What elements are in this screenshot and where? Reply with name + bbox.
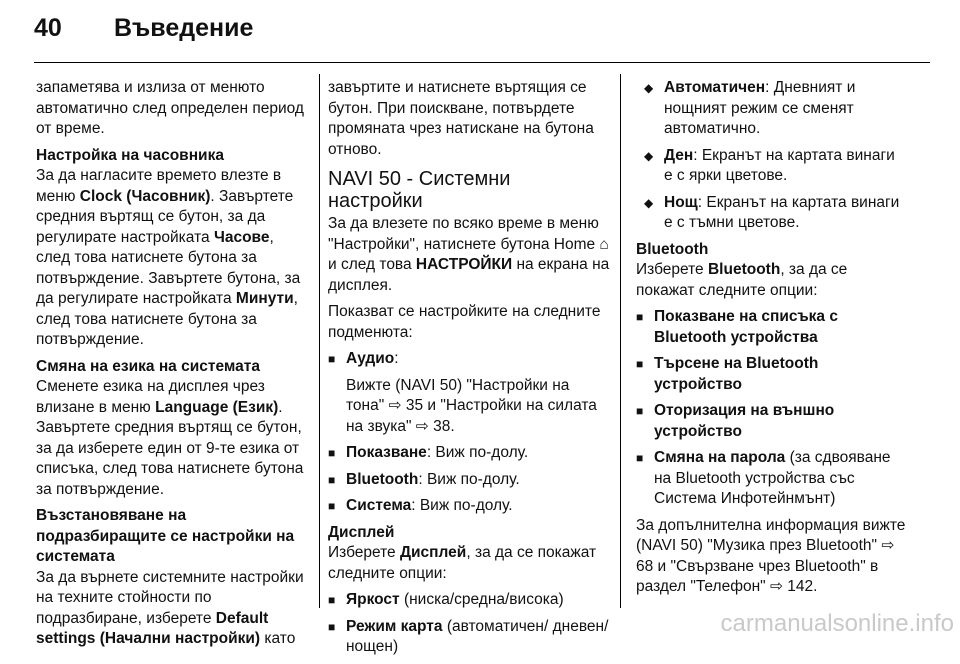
paragraph: Показват се настройките на следните подменюта:: [328, 303, 601, 341]
list-item: ■ Смяна на парола (за сдвояване на Bluetooth устройства със Система Инфотейнмънт): [636, 448, 906, 510]
paragraph: завъртите и натиснете въртящия се бутон. При поискване, потвърдете промяната чрез натискане на бутона отново.: [328, 79, 594, 158]
list-item: ◆ Нощ: Екранът на картата винаги е с тъмни цветове.: [636, 193, 906, 234]
paragraph: За да нагласите времето влезте в меню Clock (Часовник). Завъртете средния въртящ се бутон, за да регулирате настройката Часове, след това натиснете бутона за потвърждение. Завъртете бутона, за да регулирате настройката Минути, след това натиснете бутона за потвърждение.: [36, 167, 301, 348]
section-heading: Bluetooth: [636, 240, 709, 258]
list-item: ■ Яркост (ниска/средна/висока): [328, 590, 610, 611]
section-heading: Дисплей: [328, 523, 395, 541]
column-2: [328, 78, 610, 664]
paragraph: За допълнителна информация вижте (NAVI 50) "Музика през Bluetooth" ⇨ 68 и "Свързване чрез Bluetooth" в раздел "Телефон" ⇨ 142.: [636, 516, 906, 595]
section-heading: Смяна на езика на системата: [36, 357, 260, 375]
list-item: ■ Показване на списъка с Bluetooth устройства: [636, 307, 906, 348]
list-item: ■ Оторизация на външно устройство: [636, 401, 906, 442]
subsection-title: NAVI 50 - Системни настройки: [328, 168, 511, 212]
list-item: ■ Bluetooth: Виж по-долу.: [328, 470, 610, 491]
column-1: [36, 78, 308, 656]
paragraph: запаметява и излиза от менюто автоматично след определен период от време.: [36, 79, 304, 137]
page-header: [34, 14, 253, 50]
submenu-list-cont: [328, 443, 610, 517]
chapter-title: Въведение: [114, 14, 254, 42]
list-item: ■ Търсене на Bluetooth устройство: [636, 354, 906, 395]
home-icon: ⌂: [599, 235, 609, 253]
list-item: ■ Система: Виж по-долу.: [328, 496, 610, 517]
column-divider-2: [620, 74, 621, 608]
paragraph: Изберете Дисплей, за да се покажат следните опции:: [328, 544, 597, 582]
map-mode-list: [636, 78, 906, 234]
paragraph: Сменете езика на дисплея чрез влизане в меню Language (Език). Завъртете средния въртящ се бутон, за да изберете един от 9-те езика от списъка, след това натиснете бутона за потвърждение.: [36, 378, 304, 498]
section-heading: Възстановяване на подразбиращите се настройки на системата: [36, 507, 295, 565]
list-item: ◆ Ден: Екранът на картата винаги е с ярки цветове.: [636, 146, 906, 187]
bluetooth-options-list: [636, 307, 906, 510]
list-item: ■ Аудио:: [328, 349, 610, 370]
header-rule: [34, 62, 930, 63]
paragraph: За да влезете по всяко време в меню "Настройки", натиснете бутона Home ⌂ и след това НАСТРОЙКИ на екрана на дисплея.: [328, 215, 610, 294]
section-heading: Настройка на часовника: [36, 146, 224, 164]
column-3: [636, 78, 906, 604]
display-options-list: [328, 590, 610, 658]
paragraph: Изберете Bluetooth, за да се покажат следните опции:: [636, 261, 848, 299]
audio-detail: Вижте (NAVI 50) "Настройки на тона" ⇨ 35 и "Настройки на силата на звука" ⇨ 38.: [346, 376, 597, 435]
watermark: carmanualsonline.info: [720, 610, 954, 637]
list-item: ■ Режим карта (автоматичен/ дневен/нощен): [328, 617, 610, 658]
page-number: 40: [34, 14, 62, 42]
list-item: ◆ Автоматичен: Дневният и нощният режим се сменят автоматично.: [636, 78, 906, 140]
column-divider-1: [319, 74, 320, 608]
list-item: ■ Показване: Виж по-долу.: [328, 443, 610, 464]
submenu-list: [328, 349, 610, 370]
paragraph: За да върнете системните настройки на техните стойности по подразбиране, изберете Default settings (Начални настройки) като: [36, 568, 304, 647]
